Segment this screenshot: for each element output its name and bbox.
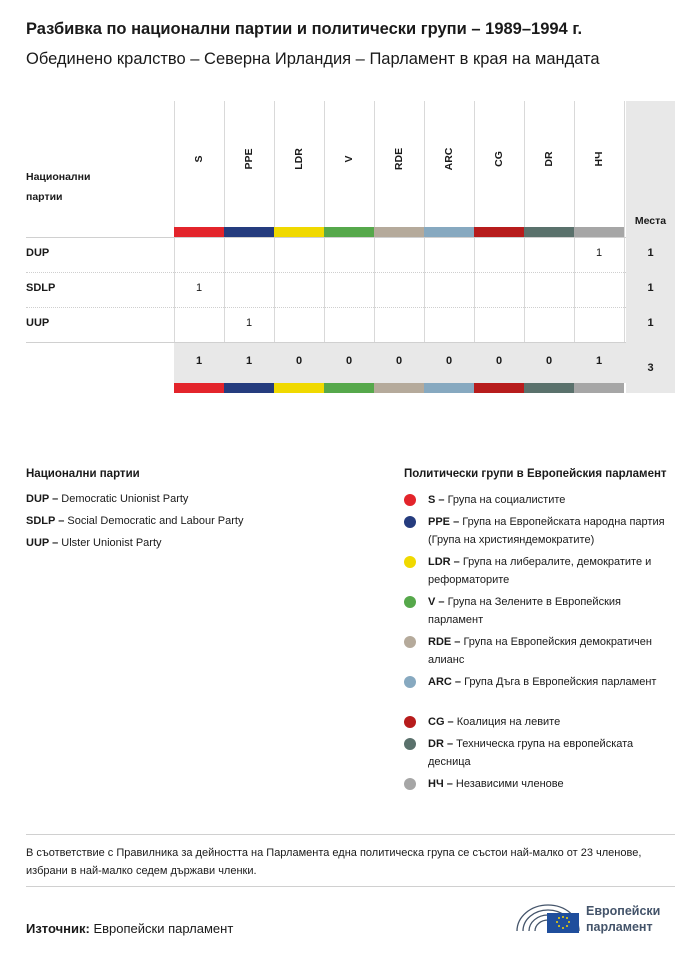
party-name: Ulster Unionist Party [61,537,162,549]
table-cell: 1 [195,282,203,294]
group-color-dot [404,516,416,528]
group-name: Група на Европейския демократичен алианс [428,636,652,666]
group-color-swatch [374,227,424,237]
group-color-swatch [574,227,624,237]
party-name: Social Democratic and Labour Party [67,515,244,527]
seats-value: 1 [647,317,654,329]
group-code: DR [543,151,555,167]
group-code: DR – [428,738,454,750]
group-code: CG [493,151,505,167]
group-code: CG – [428,716,454,728]
total-value: 1 [595,355,603,367]
group-legend-text [428,491,678,509]
group-legend-text [428,633,678,669]
group-color-swatch [174,227,224,237]
group-header-arc [424,101,474,227]
group-legend-text [428,673,678,691]
group-color-dot [404,494,416,506]
logo-text [586,903,660,935]
group-code: RDE – [428,636,461,648]
national-party-legend-item [26,493,188,505]
group-name: Коалиция на левите [456,716,561,728]
group-code: RDE [393,147,405,171]
group-color-swatch [424,227,474,237]
group-color-swatch [274,227,324,237]
group-name: Група на либералите, демократите и реформаторите [428,556,652,586]
group-name: Група на Европейската народна партия (Група на християндемократите) [428,516,665,546]
logo-line-1: Европейски [586,904,661,918]
group-color-dot [404,556,416,568]
group-legend-text [428,553,678,589]
party-code: UUP – [26,537,59,549]
group-color-swatch [574,383,624,393]
parliament-hemicycle-icon [513,897,583,937]
group-legend-text [428,713,678,731]
group-header-ppe [224,101,274,227]
table-cell: 1 [595,247,603,259]
group-color-dot [404,636,416,648]
source-label: Източник: [26,921,90,936]
group-legend-text [428,513,678,549]
group-color-swatch [424,383,474,393]
group-code: ARC – [428,676,462,688]
group-color-dot [404,716,416,728]
group-color-swatch [274,383,324,393]
party-label: UUP [26,317,50,329]
party-label: DUP [26,247,50,259]
group-color-dot [404,738,416,750]
national-parties-header: Национални партии [26,171,91,203]
divider [26,834,675,835]
total-value: 0 [495,355,503,367]
group-color-swatch [324,227,374,237]
total-seats-value: 3 [647,362,654,374]
party-label: SDLP [26,282,56,294]
group-header-s [174,101,224,227]
seats-header: Места [634,215,667,227]
group-color-dot [404,676,416,688]
divider [26,886,675,887]
group-code: LDR [293,148,305,170]
group-name: Техническа група на европейската десница [428,738,634,768]
row-divider [26,342,626,343]
logo-line-2: парламент [586,920,653,934]
seats-value: 1 [647,282,654,294]
row-divider [26,272,626,273]
total-value: 0 [295,355,303,367]
party-name: Democratic Unionist Party [61,493,189,505]
groups-legend-title: Политически групи в Европейския парламент [404,468,667,480]
group-name: Група на социалистите [447,494,566,506]
group-code: S – [428,494,445,506]
group-color-dot [404,596,416,608]
group-color-swatch [224,227,274,237]
group-legend-text [428,593,678,629]
source-line [26,921,233,936]
group-color-swatch [474,227,524,237]
party-code: DUP – [26,493,59,505]
group-header-нч [574,101,624,227]
national-parties-legend-title: Национални партии [26,468,140,480]
group-code: НЧ [593,151,605,167]
group-color-swatch [374,383,424,393]
party-code: SDLP – [26,515,65,527]
total-value: 1 [195,355,203,367]
group-code: PPE – [428,516,460,528]
group-header-ldr [274,101,324,227]
total-value: 1 [245,355,253,367]
national-party-legend-item [26,515,243,527]
group-color-dot [404,778,416,790]
total-value: 0 [545,355,553,367]
group-code: V [343,155,355,163]
group-name: Независими членове [455,778,564,790]
total-value: 0 [445,355,453,367]
national-party-legend-item [26,537,162,549]
group-color-swatch [324,383,374,393]
group-legend-text [428,775,678,793]
group-code: V – [428,596,445,608]
group-color-swatch [474,383,524,393]
total-value: 0 [395,355,403,367]
row-divider [26,307,626,308]
party-group-table [26,101,675,393]
group-color-swatch [224,383,274,393]
group-code: PPE [243,148,255,170]
group-color-swatch [524,227,574,237]
header-divider [26,237,626,238]
group-header-cg [474,101,524,227]
group-header-dr [524,101,574,227]
group-code: ARC [443,147,455,171]
group-name: Група Дъга в Европейския парламент [464,676,657,688]
group-legend-text [428,735,678,771]
group-code: LDR – [428,556,460,568]
group-code: НЧ – [428,778,453,790]
group-color-swatch [524,383,574,393]
seats-value: 1 [647,247,654,259]
total-value: 0 [345,355,353,367]
table-cell: 1 [245,317,253,329]
page-subtitle: Обединено кралство – Северна Ирландия – Парламент в края на мандата [26,50,600,68]
group-name: Група на Зелените в Европейския парламент [428,596,621,626]
group-code: S [193,155,205,163]
page-title: Разбивка по национални партии и политически групи – 1989–1994 г. [26,20,583,38]
group-color-swatch [174,383,224,393]
footnote: В съответствие с Правилника за дейността на Парламента една политическа група се състои най-малко от 23 членове, избрани в най-малко седем държави членки. [26,847,642,877]
group-header-v [324,101,374,227]
group-header-rde [374,101,424,227]
source-value: Европейски парламент [93,921,234,936]
